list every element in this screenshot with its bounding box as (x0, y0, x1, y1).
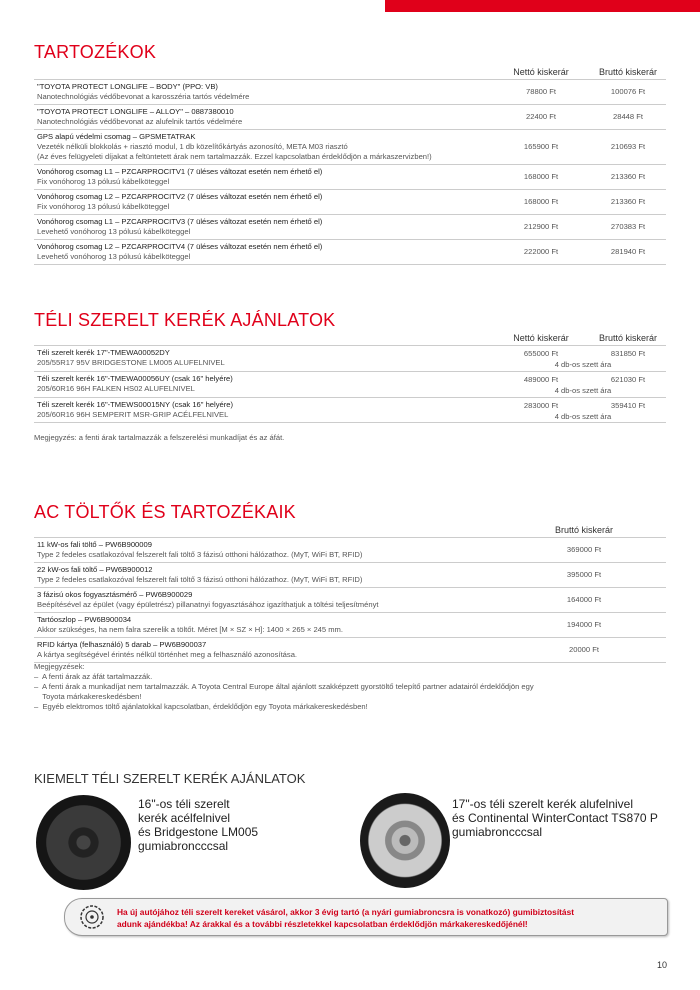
price-net: 655000 Ft (523, 349, 559, 358)
note-item: – A fenti árak a munkadíjat nem tartalmazzák. A Toyota Central Europe által ajánlott szakképzett gyorstöltő telepítő partner adatairól érdeklődjön egy (34, 682, 534, 691)
winter-table (34, 333, 666, 423)
price-gross: 100076 Ft (610, 87, 646, 96)
table-row (34, 637, 666, 663)
caption-line: és Continental WinterContact TS870 P (452, 811, 658, 825)
item-name: Tartóoszlop – PW6B900034 (37, 615, 132, 624)
price-gross: 194000 Ft (566, 620, 602, 629)
price-gross: 270383 Ft (610, 222, 646, 231)
section-title-chargers: AC TÖLTŐK ÉS TARTOZÉKAIK (34, 502, 296, 522)
price-gross: 369000 Ft (566, 545, 602, 554)
price-gross: 213360 Ft (610, 172, 646, 181)
price-net: 212900 Ft (523, 222, 559, 231)
section-title-winter: TÉLI SZERELT KERÉK AJÁNLATOK (34, 310, 336, 330)
item-name: "TOYOTA PROTECT LONGLIFE – BODY" (PPO: VB) (37, 82, 218, 91)
caption-line: gumiabroncccsal (138, 839, 229, 853)
table-row (34, 164, 666, 189)
offer-steel-wheel (138, 797, 258, 853)
banner-line: adunk ajándékba! Az árakkal és a további részletekkel kapcsolatban érdeklődjön márkakereskedőjénél! (117, 919, 528, 929)
winter-note: Megjegyzés: a fenti árak tartalmazzák a felszerelési munkadíjat és az áfát. (34, 433, 285, 442)
chargers-table (34, 525, 666, 663)
item-description: 205/55R17 95V BRIDGESTONE LM005 ALUFELNIVEL (37, 358, 225, 367)
page-number: 10 (657, 960, 668, 970)
col-net: Nettó kiskerár (513, 67, 569, 77)
item-name: Téli szerelt kerék 16"-TMEWA00056UY (csak 16" helyére) (37, 374, 233, 383)
table-row (34, 397, 666, 423)
table-row (34, 345, 666, 371)
table-row (34, 239, 666, 265)
note-item: – Egyéb elektromos töltő ajánlatokkal kapcsolatban, érdeklődjön egy Toyota márkakereskedésben! (34, 702, 368, 711)
note-item: Toyota márkakereskedésben! (34, 692, 142, 701)
caption-line: és Bridgestone LM005 (138, 825, 259, 839)
item-name: Vonóhorog csomag L1 – PZCARPROCITV1 (7 üléses változat esetén nem érhető el) (37, 167, 323, 176)
insurance-banner (64, 898, 668, 936)
charger-notes (34, 662, 534, 712)
price-gross: 164000 Ft (566, 595, 602, 604)
price-gross: 831850 Ft (610, 349, 646, 358)
steel-wheel-image (36, 795, 131, 890)
price-gross: 28448 Ft (613, 112, 643, 121)
price-net: 22400 Ft (526, 112, 556, 121)
price-net: 78800 Ft (526, 87, 556, 96)
col-gross: Bruttó kiskerár (598, 67, 658, 77)
set-price-label: 4 db-os szett ára (554, 412, 612, 421)
tire-icon (79, 904, 105, 930)
table-row (34, 189, 666, 214)
item-description: 205/60R16 96H FALKEN HS02 ALUFELNIVEL (37, 384, 195, 393)
caption-line: 16"-os téli szerelt (138, 797, 230, 811)
table-row (34, 562, 666, 587)
col-gross: Bruttó kiskerár (598, 333, 658, 343)
table-row (34, 587, 666, 612)
banner-line: Ha új autójához téli szerelt kereket vásárol, akkor 3 évig tartó (a nyári gumiabroncsra is vonatkozó) gumibiztosítást (117, 907, 575, 917)
col-net: Nettó kiskerár (513, 333, 569, 343)
item-name: 22 kW-os fali töltő – PW6B900012 (37, 565, 153, 574)
item-description: Levehető vonóhorog 13 pólusú kábelköteggel (37, 227, 191, 236)
price-gross: 395000 Ft (566, 570, 602, 579)
alloy-wheel-image (360, 793, 450, 888)
table-row (34, 371, 666, 397)
item-description: Type 2 fedeles csatlakozóval felszerelt fali töltő 3 fázisú otthoni hálózathoz. (MyT, WiFi BT, RFID) (37, 550, 363, 559)
price-net: 222000 Ft (523, 247, 559, 256)
caption-line: 17"-os téli szerelt kerék alufelnivel (452, 797, 634, 811)
header-red-bar (385, 0, 700, 12)
table-row (34, 612, 666, 637)
price-gross: 213360 Ft (610, 197, 646, 206)
item-name: "TOYOTA PROTECT LONGLIFE – ALLOY" – 0887380010 (37, 107, 234, 116)
set-price-label: 4 db-os szett ára (554, 386, 612, 395)
caption-line: gumiabroncccsal (452, 825, 543, 839)
table-row (34, 129, 666, 164)
item-name: Téli szerelt kerék 16"-TMEWS00015NY (csak 16" helyére) (37, 400, 234, 409)
item-description: A kártya segítségével érintés nélkül történhet meg a felhasználó azonosítása. (37, 650, 298, 659)
accessories-table (34, 67, 666, 265)
item-description: Type 2 fedeles csatlakozóval felszerelt fali töltő 3 fázisú otthoni hálózathoz. (MyT, WiFi BT, RFID) (37, 575, 363, 584)
price-gross: 621030 Ft (610, 375, 646, 384)
item-description: Vezeték nélküli blokkolás + riasztó modul, 1 db közelítőkártyás azonosító, META M03 riasztó (37, 142, 348, 151)
note-item: – A fenti árak az áfát tartalmazzák. (34, 672, 153, 681)
item-name: Vonóhorog csomag L2 – PZCARPROCITV4 (7 üléses változat esetén nem érhető el) (37, 242, 323, 251)
price-net: 165900 Ft (523, 142, 559, 151)
item-name: RFID kártya (felhasználó) 5 darab – PW6B900037 (37, 640, 207, 649)
item-name: GPS alapú védelmi csomag – GPSMETATRAK (37, 132, 196, 141)
item-name: Vonóhorog csomag L2 – PZCARPROCITV2 (7 üléses változat esetén nem érhető el) (37, 192, 323, 201)
section-title-accessories: TARTOZÉKOK (34, 42, 157, 62)
table-row (34, 104, 666, 129)
table-row (34, 214, 666, 239)
item-description: (Az éves felügyeleti díjakat a feltüntetett árak nem tartalmazzák. Ezzel kapcsolatban érdeklődjön a márkaszervizben!) (37, 152, 432, 161)
price-gross: 210693 Ft (610, 142, 646, 151)
price-net: 168000 Ft (523, 172, 559, 181)
offer-alloy-wheel (452, 797, 658, 839)
col-gross: Bruttó kiskerár (554, 525, 614, 535)
item-description: Levehető vonóhorog 13 pólusú kábelköteggel (37, 252, 191, 261)
item-name: Vonóhorog csomag L1 – PZCARPROCITV3 (7 üléses változat esetén nem érhető el) (37, 217, 323, 226)
item-description: 205/60R16 96H SEMPERIT MSR-GRIP ACÉLFELNIVEL (37, 410, 229, 419)
price-net: 489000 Ft (523, 375, 559, 384)
table-row (34, 79, 666, 104)
caption-line: kerék acélfelnivel (138, 811, 231, 825)
item-name: 11 kW-os fali töltő – PW6B900009 (37, 540, 152, 549)
price-net: 283000 Ft (523, 401, 559, 410)
price-net: 168000 Ft (523, 197, 559, 206)
notes-title: Megjegyzések: (34, 662, 85, 671)
price-gross: 281940 Ft (610, 247, 646, 256)
item-description: Akkor szükséges, ha nem falra szerelik a töltőt. Méret [M × SZ × H]: 1400 × 265 × 245 mm. (37, 625, 343, 634)
item-description: Nanotechnológiás védőbevonat az alufelnik tartós védelmére (37, 117, 243, 126)
set-price-label: 4 db-os szett ára (554, 360, 612, 369)
table-row (34, 537, 666, 562)
price-gross: 359410 Ft (610, 401, 646, 410)
item-name: 3 fázisú okos fogyasztásmérő – PW6B900029 (37, 590, 193, 599)
item-description: Beépítésével az épület (vagy épületrész) pillanatnyi fogyasztásához igazíthatjuk a töltési teljesítményt (37, 600, 379, 609)
item-description: Fix vonóhorog 13 pólusú kábelköteggel (37, 202, 170, 211)
price-gross: 20000 Ft (569, 645, 599, 654)
item-description: Nanotechnológiás védőbevonat a karosszéria tartós védelmére (37, 92, 250, 101)
item-name: Téli szerelt kerék 17"-TMEWA00052DY (37, 348, 170, 357)
item-description: Fix vonóhorog 13 pólusú kábelköteggel (37, 177, 170, 186)
featured-title: KIEMELT TÉLI SZERELT KERÉK AJÁNLATOK (34, 771, 306, 786)
